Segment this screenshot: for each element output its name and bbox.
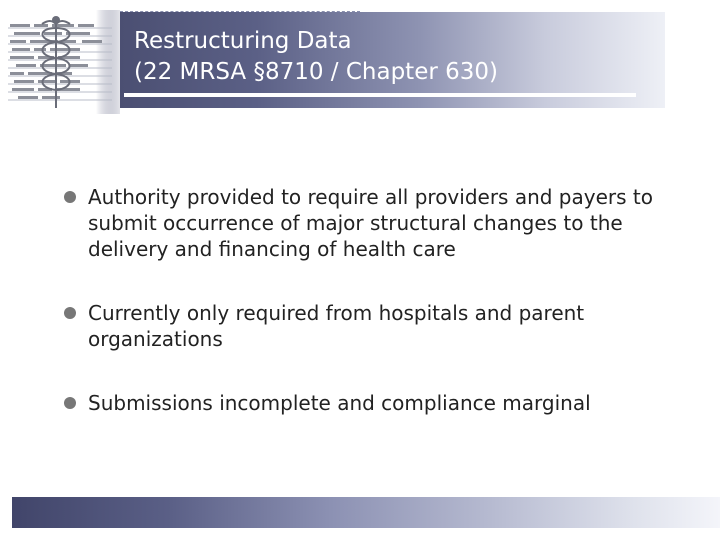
bullet-item-3 bbox=[64, 390, 684, 416]
footer-bar bbox=[12, 497, 720, 528]
title-underline bbox=[124, 93, 636, 97]
title-top-rule bbox=[120, 11, 360, 12]
bullet-text-3: Submissions incomplete and compliance marginal bbox=[88, 391, 591, 415]
title-line-2: (22 MRSA §8710 / Chapter 630) bbox=[134, 59, 498, 85]
bullet-text-1: Authority provided to require all providers and payers to submit occurrence of major structural changes to the delivery and financing of health care bbox=[88, 185, 653, 261]
bullet-item-2 bbox=[64, 300, 684, 352]
bullet-dot-icon bbox=[64, 191, 76, 203]
slide-title bbox=[134, 26, 498, 88]
bullet-list bbox=[64, 184, 684, 416]
bullet-text-2: Currently only required from hospitals and parent organizations bbox=[88, 301, 585, 351]
bullet-dot-icon bbox=[64, 397, 76, 409]
bullet-item-1 bbox=[64, 184, 684, 262]
caduceus-logo-icon bbox=[0, 10, 120, 114]
title-line-1: Restructuring Data bbox=[134, 28, 352, 54]
bullet-dot-icon bbox=[64, 307, 76, 319]
